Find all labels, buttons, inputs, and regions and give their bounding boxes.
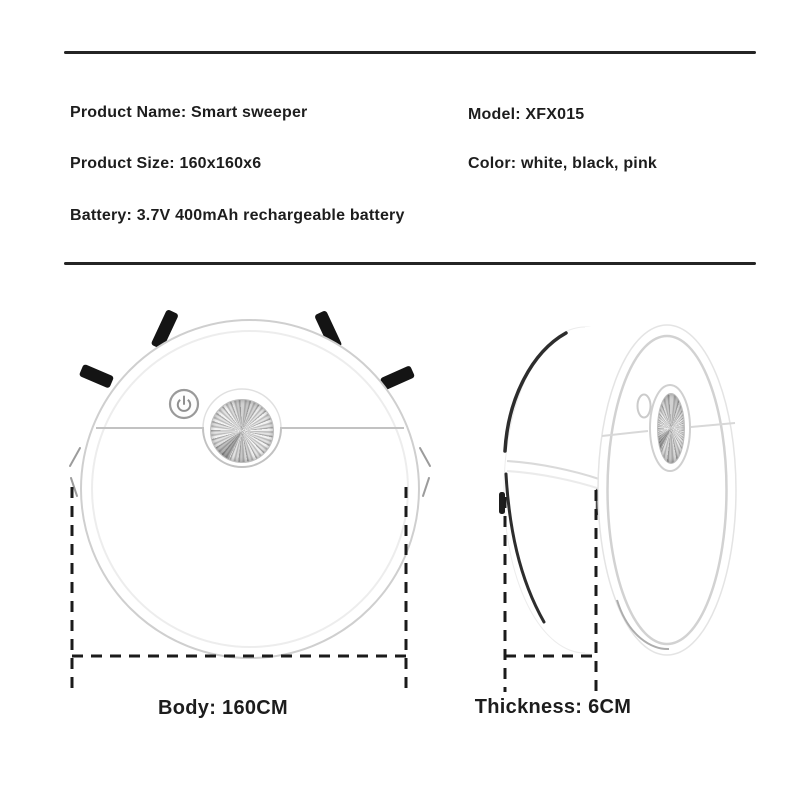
- robot-side-view: [499, 325, 736, 655]
- spec-battery: Battery: 3.7V 400mAh rechargeable battery: [70, 207, 405, 224]
- spec-product-name: Product Name: Smart sweeper: [70, 104, 308, 121]
- thickness-dimension-label: Thickness: 6CM: [474, 696, 632, 718]
- power-button-icon: [170, 390, 198, 418]
- robot-top-view: [70, 309, 430, 658]
- spec-product-size: Product Size: 160x160x6: [70, 155, 262, 172]
- body-dimension-label: Body: 160CM: [158, 697, 288, 719]
- turbine-disc-icon: [210, 399, 274, 463]
- spec-model: Model: XFX015: [468, 106, 585, 123]
- spec-color: Color: white, black, pink: [468, 155, 658, 172]
- turbine-disc-side-icon: [657, 393, 685, 464]
- robot-body: [81, 320, 419, 658]
